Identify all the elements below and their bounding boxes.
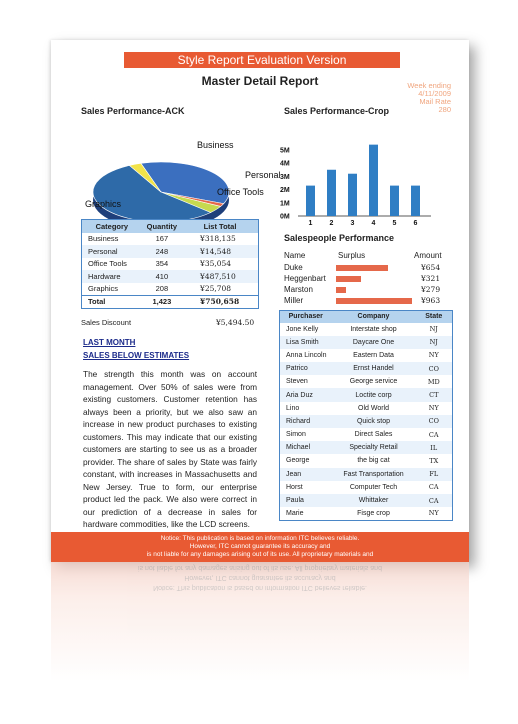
cell-purchaser: Michael <box>280 441 332 454</box>
summary-paragraph: The strength this month was on account management. Over 50% of sales were from existing customers. Customer retention has always been a priority, but we also saw an increase in new product purchases to existing customers. This may indicate that our existing customers are starting to see us as a broader provider. The share of sales by State was fairly constant, with increases in Massachusetts and New Jersey. True to form, our enterprise product led the pack. We also were correct in our prediction of a decrease in sales for hardware commodities, like the LCD screens. <box>83 369 257 529</box>
y-tick-label: 4M <box>280 160 290 168</box>
cell-company: Old World <box>358 404 389 412</box>
header-list-total: List Total <box>182 220 258 233</box>
table-row <box>280 349 453 362</box>
cell-company: Quick stop <box>332 415 416 428</box>
cell-company: Computer Tech <box>349 483 398 491</box>
report-page <box>51 40 469 562</box>
cell-quantity: 208 <box>155 284 169 294</box>
salesperson-amount: ¥321 <box>421 274 441 283</box>
salesperson-row <box>284 285 444 295</box>
meta-mail-rate-value: 280 <box>438 105 451 114</box>
cell-state: CA <box>428 430 439 439</box>
salesperson-amount: ¥279 <box>421 285 441 294</box>
x-tick-label: 6 <box>413 220 418 227</box>
x-tick-label: 5 <box>392 220 397 227</box>
table-row <box>280 454 453 467</box>
cell-purchaser: Jone Kelly <box>286 325 319 333</box>
cell-company: Direct Sales <box>354 431 393 439</box>
reflection-text: Notice: This publication is based on information ITC believes reliable. However, ITC cannot guarantee its accuracy and is not liable for any damages arising out of its use. All proprietary materials and <box>138 564 382 591</box>
cell-purchaser: Lisa Smith <box>280 336 332 349</box>
bar <box>306 186 315 216</box>
cell-company: Fisge crop <box>357 509 390 517</box>
header-quantity: Quantity <box>142 220 182 233</box>
cell-company: the big cat <box>357 457 390 465</box>
salesperson-row <box>284 274 444 284</box>
cell-company: Whittaker <box>332 494 416 507</box>
y-tick-label: 1M <box>280 200 290 208</box>
evaluation-banner: Style Report Evaluation Version <box>124 52 400 68</box>
report-title: Master Detail Report <box>201 74 319 88</box>
salesperson-amount: ¥963 <box>421 296 441 305</box>
meta-date: 4/11/2009 <box>418 89 451 98</box>
cell-state: CA <box>428 483 439 492</box>
table-row <box>280 494 453 507</box>
table-row <box>280 323 453 336</box>
table-row <box>280 415 453 428</box>
table-row <box>82 270 259 283</box>
salesperson-name: Heggenbart <box>284 274 326 283</box>
table-header-row <box>82 220 259 233</box>
cell-company: Fast Transportation <box>332 468 416 481</box>
cell-company: Interstate shop <box>350 325 397 333</box>
meta-mail-rate-label: Mail Rate <box>419 97 451 106</box>
cell-purchaser: Simon <box>286 431 306 439</box>
cell-purchaser: Aria Duz <box>280 388 332 401</box>
table-row <box>82 283 259 296</box>
cell-quantity: 248 <box>142 245 182 258</box>
report-meta <box>407 82 451 114</box>
table-row <box>280 375 453 388</box>
salespeople-header-name: Name <box>284 251 306 260</box>
cell-list-total: ¥14,548 <box>182 245 258 258</box>
table-row <box>82 233 259 246</box>
y-tick-label: 5M <box>280 147 290 155</box>
cell-state: CO <box>416 362 453 375</box>
sales-discount-label: Sales Discount <box>81 318 132 327</box>
cell-company: Specialty Retail <box>332 441 416 454</box>
cell-company: Ernst Handel <box>332 362 416 375</box>
y-tick-label: 0M <box>280 213 290 221</box>
salespeople-header-amount: Amount <box>414 251 442 260</box>
surplus-bar <box>336 265 388 271</box>
last-month-heading: LAST MONTH <box>83 338 136 347</box>
notice-line: Notice: This publication is based on information ITC believes reliable. <box>160 535 360 542</box>
cell-state: NY <box>428 351 439 360</box>
cell-company: George service <box>349 378 398 386</box>
table-row <box>82 245 259 258</box>
bar <box>369 145 378 216</box>
cell-company: Daycare One <box>332 336 416 349</box>
bar <box>348 174 357 216</box>
pie-label: Office Tools <box>217 187 264 197</box>
header-company: Company <box>332 311 416 323</box>
page-reflection <box>51 562 469 682</box>
bar-chart <box>276 120 436 230</box>
sales-discount-value: ¥5,494.50 <box>216 318 255 327</box>
cell-purchaser: Lino <box>286 404 300 412</box>
salesperson-row <box>284 263 444 273</box>
salesperson-amount: ¥654 <box>421 263 441 272</box>
cell-state: NY <box>428 509 439 518</box>
pie-label: Personal <box>245 170 281 180</box>
header-state: State <box>416 311 453 323</box>
pie-chart-title: Sales Performance-ACK <box>81 106 185 116</box>
cell-state: CA <box>416 494 453 507</box>
cell-state: MD <box>427 377 440 386</box>
salesperson-row <box>284 296 444 306</box>
pie-label: Business <box>197 140 234 150</box>
header-category: Category <box>82 220 142 233</box>
cell-category: Office Tools <box>88 259 127 269</box>
cell-purchaser: Paula <box>280 494 332 507</box>
cell-purchaser: Jean <box>280 468 332 481</box>
total-row <box>82 295 259 308</box>
x-tick-label: 3 <box>350 220 355 227</box>
bar <box>327 170 336 216</box>
salespeople-title: Salespeople Performance <box>284 233 395 243</box>
cell-category: Business <box>88 234 119 244</box>
cell-state: NJ <box>429 325 438 334</box>
category-table <box>81 219 259 309</box>
bar-chart-title: Sales Performance-Crop <box>284 106 390 116</box>
cell-quantity: 354 <box>155 259 169 269</box>
notice-footer <box>51 532 469 562</box>
cell-quantity: 410 <box>142 270 182 283</box>
cell-list-total: ¥318,135 <box>200 234 236 244</box>
table-row <box>82 258 259 271</box>
table-row <box>280 468 453 481</box>
cell-state: NJ <box>416 336 453 349</box>
notice-line: However, ITC cannot guarantee its accuracy and <box>189 543 331 550</box>
table-header-row <box>280 311 453 323</box>
x-tick-label: 1 <box>308 220 313 227</box>
y-tick-label: 2M <box>280 187 290 195</box>
cell-purchaser: George <box>286 457 310 465</box>
header-purchaser: Purchaser <box>280 311 332 323</box>
salesperson-name: Marston <box>284 285 313 294</box>
x-tick-label: 4 <box>371 220 376 227</box>
cell-category: Hardware <box>82 270 142 283</box>
table-row <box>280 388 453 401</box>
pie-label: Graphics <box>85 199 122 209</box>
cell-quantity: 167 <box>155 234 169 244</box>
surplus-bar <box>336 298 412 304</box>
cell-list-total: ¥35,054 <box>200 259 232 269</box>
salesperson-name: Duke <box>284 263 303 272</box>
total-label: Total <box>82 295 142 308</box>
total-list-total: ¥750,658 <box>182 295 258 308</box>
meta-week-ending-label: Week ending <box>407 81 451 90</box>
salesperson-name: Miller <box>284 296 304 305</box>
table-row <box>280 336 453 349</box>
cell-category: Personal <box>82 245 142 258</box>
table-row <box>280 481 453 494</box>
cell-company: Eastern Data <box>353 351 394 359</box>
cell-state: FL <box>416 468 453 481</box>
table-row <box>280 507 453 520</box>
table-row <box>280 441 453 454</box>
cell-purchaser: Horst <box>286 483 303 491</box>
cell-purchaser: Steven <box>286 378 308 386</box>
table-row <box>280 428 453 441</box>
cell-list-total: ¥487,510 <box>182 270 258 283</box>
cell-state: CO <box>416 415 453 428</box>
below-estimates-heading: SALES BELOW ESTIMATES <box>83 351 190 360</box>
x-tick-label: 2 <box>329 220 334 227</box>
total-quantity: 1,423 <box>142 295 182 308</box>
cell-state: CT <box>416 388 453 401</box>
surplus-bar <box>336 287 346 293</box>
table-row <box>280 402 453 415</box>
cell-purchaser: Anna Lincoln <box>286 351 327 359</box>
bar <box>411 186 420 216</box>
y-tick-label: 3M <box>280 173 290 181</box>
cell-state: NY <box>428 404 439 413</box>
surplus-bar <box>336 276 361 282</box>
notice-line: is not liable for any damages arising out of its use. All proprietary materials and <box>146 551 374 558</box>
table-row <box>280 362 453 375</box>
cell-state: TX <box>429 456 439 465</box>
salespeople-header-surplus: Surplus <box>338 251 366 260</box>
cell-purchaser: Richard <box>280 415 332 428</box>
cell-state: IL <box>416 441 453 454</box>
purchaser-table <box>279 310 453 521</box>
bar <box>390 186 399 216</box>
cell-list-total: ¥25,708 <box>200 284 232 294</box>
cell-category: Graphics <box>88 284 119 294</box>
cell-company: Loctite corp <box>332 388 416 401</box>
cell-purchaser: Patrico <box>280 362 332 375</box>
cell-purchaser: Marie <box>286 509 304 517</box>
